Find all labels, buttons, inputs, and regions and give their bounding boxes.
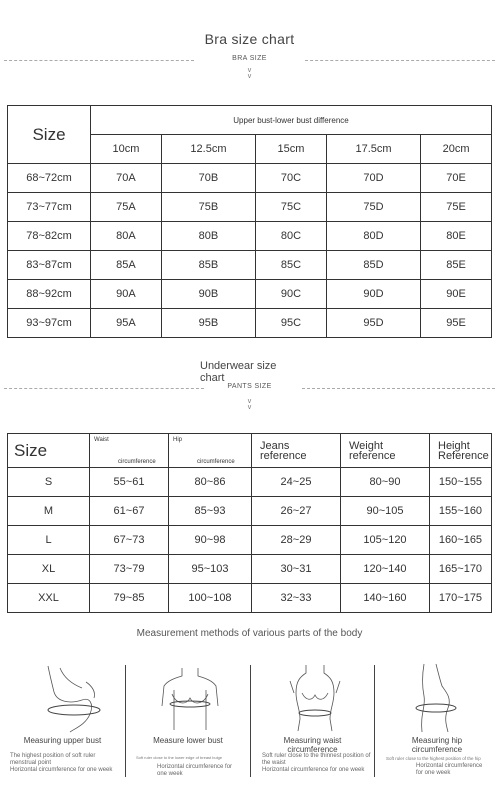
column-divider — [374, 665, 375, 777]
bra-chart-title: Bra size chart — [204, 31, 295, 47]
waist-header-sublabel: circumference — [118, 459, 156, 465]
weight-cell: 140~160 — [341, 584, 430, 613]
size-cell: 70A — [91, 164, 162, 193]
chevron-down-icon: v v — [247, 67, 252, 80]
size-cell: 85A — [91, 251, 162, 280]
band-cell: 68~72cm — [8, 164, 91, 193]
weight-cell: 105~120 — [341, 526, 430, 555]
size-cell: XL — [8, 555, 90, 584]
waist-cell: 61~67 — [90, 497, 169, 526]
size-cell: 95D — [326, 309, 420, 338]
band-cell: 88~92cm — [8, 280, 91, 309]
waist-figure — [282, 663, 348, 733]
size-cell: 90C — [256, 280, 327, 309]
size-cell: 85E — [421, 251, 492, 280]
hip-cell: 80~86 — [169, 468, 252, 497]
weight-cell: 90~105 — [341, 497, 430, 526]
jeans-cell: 32~33 — [252, 584, 341, 613]
size-cell: 70E — [421, 164, 492, 193]
band-cell: 83~87cm — [8, 251, 91, 280]
waist-cell: 55~61 — [90, 468, 169, 497]
column-header: 17.5cm — [326, 135, 420, 164]
waist-cell: 79~85 — [90, 584, 169, 613]
column-header: 20cm — [421, 135, 492, 164]
jeans-header: Jeans reference — [252, 434, 341, 468]
hip-cell: 90~98 — [169, 526, 252, 555]
size-cell: 85C — [256, 251, 327, 280]
size-cell: 75C — [256, 193, 327, 222]
table-row — [8, 193, 492, 222]
table-row — [8, 164, 492, 193]
hip-cell: 100~108 — [169, 584, 252, 613]
size-cell: 90A — [91, 280, 162, 309]
table-row — [8, 251, 492, 280]
waist-header — [90, 434, 169, 468]
table-row — [8, 468, 492, 497]
size-header: Size — [8, 434, 90, 468]
bra-size-table — [7, 105, 492, 338]
size-cell: 70C — [256, 164, 327, 193]
size-cell: 80B — [161, 222, 255, 251]
band-cell: 73~77cm — [8, 193, 91, 222]
weight-header: Weight reference — [341, 434, 430, 468]
size-cell: S — [8, 468, 90, 497]
table-row — [8, 222, 492, 251]
size-cell: 75A — [91, 193, 162, 222]
height-cell: 170~175 — [430, 584, 492, 613]
size-cell: 75B — [161, 193, 255, 222]
lower-bust-description: Horizontal circumference for one week — [157, 764, 233, 777]
size-cell: XXL — [8, 584, 90, 613]
hip-label: Measuring hip circumference — [411, 736, 463, 754]
height-cell: 165~170 — [430, 555, 492, 584]
size-cell: 80D — [326, 222, 420, 251]
upper-bust-label: Measuring upper bust — [23, 736, 102, 745]
height-cell: 160~165 — [430, 526, 492, 555]
column-divider — [125, 665, 126, 777]
size-cell: 75D — [326, 193, 420, 222]
lower-bust-detail: Soft ruler close to the lower edge of breast bulge — [136, 755, 223, 760]
lower-bust-figure — [158, 666, 222, 732]
size-cell: 70D — [326, 164, 420, 193]
upper-bust-figure — [30, 662, 105, 734]
size-cell: 70B — [161, 164, 255, 193]
table-row — [8, 309, 492, 338]
size-cell: 90D — [326, 280, 420, 309]
bust-difference-header: Upper bust-lower bust difference — [91, 106, 492, 135]
column-divider — [250, 665, 251, 777]
table-row — [8, 497, 492, 526]
hip-cell: 95~103 — [169, 555, 252, 584]
size-cell: 80E — [421, 222, 492, 251]
size-cell: M — [8, 497, 90, 526]
size-cell: 95C — [256, 309, 327, 338]
height-header: Height Reference — [430, 434, 492, 468]
band-cell: 93~97cm — [8, 309, 91, 338]
hip-header — [169, 434, 252, 468]
waist-description: Soft ruler close to the thinnest position of the waist Horizontal circumference for one week — [262, 753, 371, 773]
pants-size-table — [7, 433, 492, 613]
hip-header-sublabel: circumference — [197, 459, 235, 465]
hip-description: Horizontal circumference for one week — [416, 763, 483, 776]
underwear-chart-title: Underwear size chart — [200, 360, 277, 384]
size-cell: 85D — [326, 251, 420, 280]
hip-detail: Soft ruler close to the highest position of the hip — [386, 756, 481, 761]
weight-cell: 120~140 — [341, 555, 430, 584]
pants-subtitle: PANTS SIZE — [227, 383, 272, 390]
jeans-cell: 30~31 — [252, 555, 341, 584]
hip-cell: 85~93 — [169, 497, 252, 526]
pants-subtitle-row — [0, 382, 499, 396]
size-cell: 75E — [421, 193, 492, 222]
size-cell: 90B — [161, 280, 255, 309]
size-cell: 80A — [91, 222, 162, 251]
right-dashed-divider — [302, 388, 495, 389]
lower-bust-label: Measure lower bust — [153, 736, 223, 745]
size-cell: 85B — [161, 251, 255, 280]
waist-cell: 73~79 — [90, 555, 169, 584]
size-header: Size — [8, 106, 91, 164]
hip-header-label: Hip — [173, 437, 183, 443]
size-cell: 95A — [91, 309, 162, 338]
table-row — [8, 280, 492, 309]
size-cell: L — [8, 526, 90, 555]
size-cell: 90E — [421, 280, 492, 309]
right-dashed-divider — [305, 60, 495, 61]
jeans-cell: 28~29 — [252, 526, 341, 555]
jeans-cell: 24~25 — [252, 468, 341, 497]
hip-figure — [408, 662, 466, 734]
measurement-title: Measurement methods of various parts of the body — [136, 628, 363, 639]
table-row — [8, 584, 492, 613]
bra-subtitle-row — [0, 54, 499, 68]
size-cell: 95B — [161, 309, 255, 338]
height-cell: 155~160 — [430, 497, 492, 526]
column-header: 15cm — [256, 135, 327, 164]
height-cell: 150~155 — [430, 468, 492, 497]
size-cell: 95E — [421, 309, 492, 338]
chevron-down-icon: v v — [247, 398, 252, 411]
column-header: 12.5cm — [161, 135, 255, 164]
jeans-cell: 26~27 — [252, 497, 341, 526]
size-cell: 80C — [256, 222, 327, 251]
waist-cell: 67~73 — [90, 526, 169, 555]
waist-label: Measuring waist circumference — [283, 736, 342, 754]
waist-header-label: Waist — [94, 437, 109, 443]
table-row — [8, 526, 492, 555]
band-cell: 78~82cm — [8, 222, 91, 251]
table-row — [8, 555, 492, 584]
upper-bust-description: The highest position of soft ruler menstrual point Horizontal circumference for one week — [10, 753, 113, 773]
column-header: 10cm — [91, 135, 162, 164]
weight-cell: 80~90 — [341, 468, 430, 497]
bra-subtitle: BRA SIZE — [232, 55, 267, 62]
